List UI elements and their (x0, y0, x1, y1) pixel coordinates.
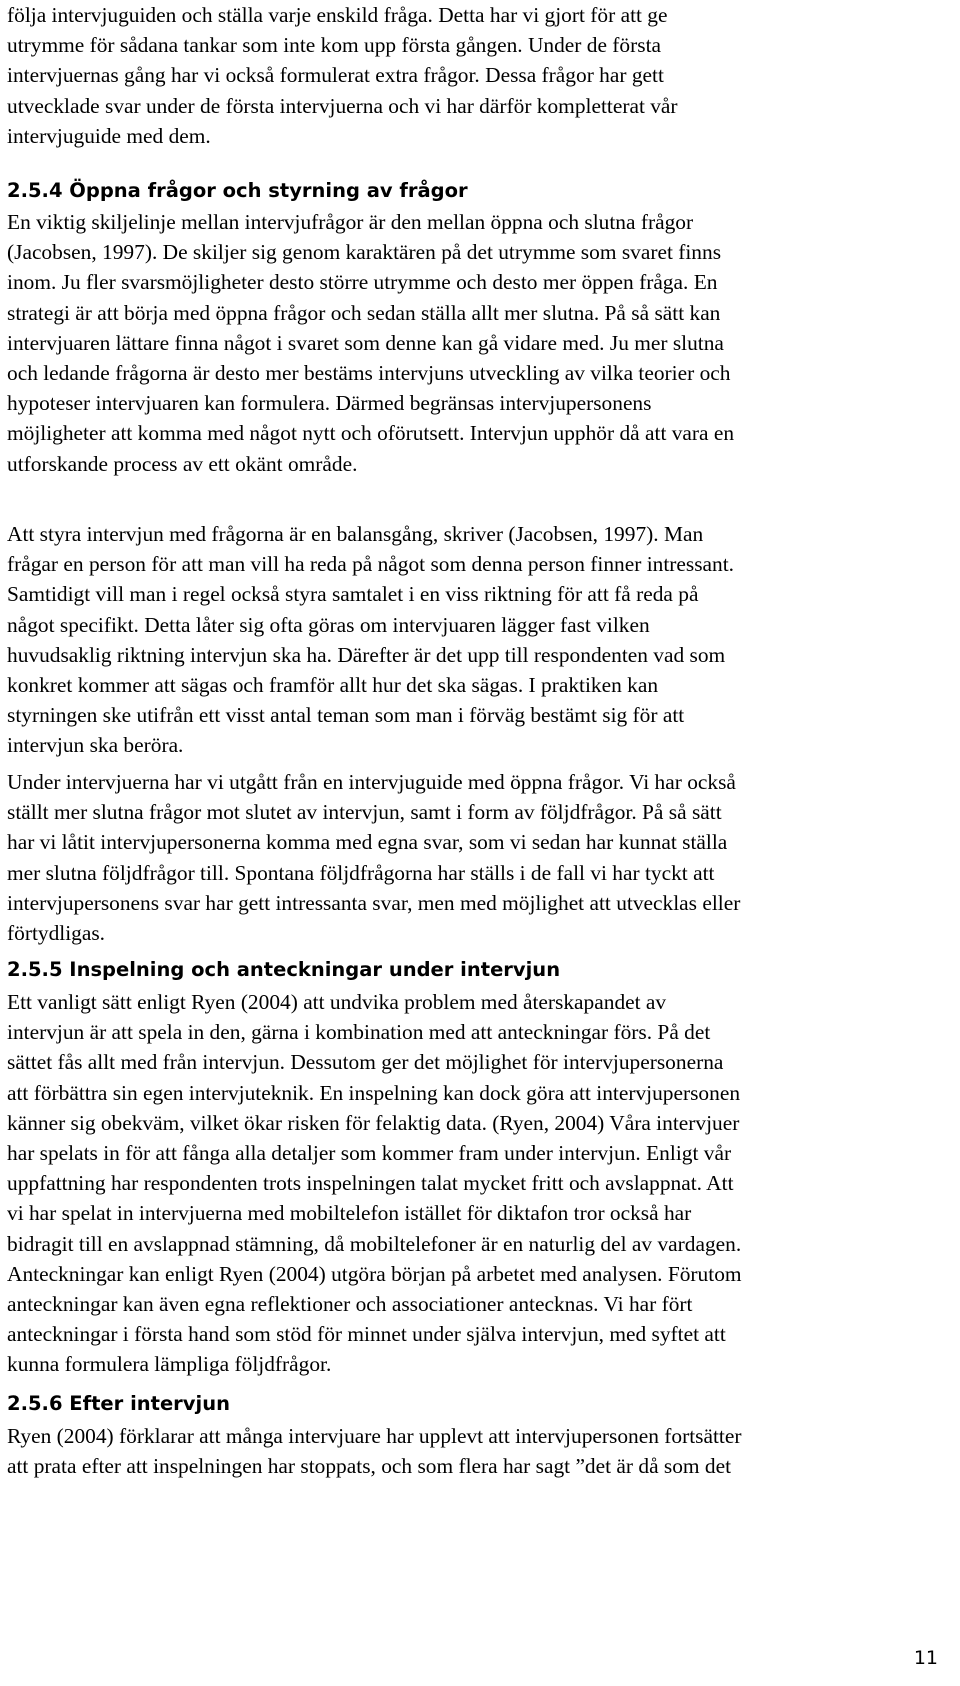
text-line: styrningen ske utifrån ett visst antal teman som man i förväg bestämt sig för att (7, 703, 685, 728)
text-line: Under intervjuerna har vi utgått från en intervjuguide med öppna frågor. Vi har också (7, 770, 736, 794)
text-line: har vi låtit intervjupersonerna komma med egna svar, som vi sedan har kunnat ställa (7, 830, 728, 855)
text-line: möjligheter att komma med något nytt och oförutsett. Intervjun upphör då att vara en (7, 421, 735, 446)
text-line: sättet fås allt med från intervjun. Dessutom ger det möjlighet för intervjupersonerna (7, 1050, 724, 1075)
paragraph (7, 767, 740, 948)
text-line: intervjuguide med dem. (7, 123, 211, 148)
text-line: Att styra intervjun med frågorna är en balansgång, skriver (Jacobsen, 1997). Man (7, 522, 704, 546)
text-line: intervjupersonens svar har gett intressanta svar, men med möjlighet att utvecklas eller (7, 890, 741, 915)
paragraph (7, 987, 742, 1379)
text-line: bidragit till en avslappnad stämning, då mobiltelefoner är en naturlig del av vardagen. (7, 1231, 742, 1256)
section-heading-2-5-5: 2.5.5 Inspelning och anteckningar under intervjun (7, 958, 561, 981)
text-line: känner sig obekväm, vilket ökar risken för felaktig data. (Ryen, 2004) Våra intervjuer (7, 1110, 740, 1135)
text-line: och ledande frågorna är desto mer bestäms intervjuns utveckling av vilka teorier och (7, 360, 731, 385)
text-line: att förbättra sin egen intervjuteknik. En inspelning kan dock göra att intervjupersonen (7, 1080, 741, 1105)
text-line: ställt mer slutna frågor mot slutet av intervjun, samt i form av följdfrågor. På så sätt (7, 800, 722, 825)
paragraph (7, 1421, 741, 1481)
text-line: Ett vanligt sätt enligt Ryen (2004) att undvika problem med återskapandet av (7, 990, 667, 1014)
page-number: 11 (913, 1647, 938, 1669)
text-line: intervjun ska beröra. (7, 733, 184, 758)
paragraph (7, 207, 734, 479)
text-line: intervjuernas gång har vi också formulerat extra frågor. Dessa frågor har gett (7, 63, 664, 88)
text-line: inom. Ju fler svarsmöjligheter desto större utrymme och desto mer öppen fråga. En (7, 270, 718, 295)
text-line: anteckningar i första hand som stöd för minnet under själva intervjun, med syftet att (7, 1322, 726, 1347)
intro-paragraph (7, 0, 678, 151)
text-line: att prata efter att inspelningen har stoppats, och som flera har sagt ”det är då som det (7, 1454, 732, 1479)
text-line: konkret kommer att sägas och framför allt hur det ska sägas. I praktiken kan (7, 672, 659, 697)
section-heading-2-5-4: 2.5.4 Öppna frågor och styrning av frågor (7, 179, 468, 202)
paragraph (7, 519, 734, 761)
text-line: anteckningar kan även egna reflektioner och associationer antecknas. Vi har fört (7, 1291, 693, 1316)
text-line: Ryen (2004) förklarar att många intervjuare har upplevt att intervjupersonen fortsätter (7, 1424, 742, 1448)
text-line: har spelats in för att fånga alla detaljer som kommer fram under intervjun. Enligt vår (7, 1140, 732, 1165)
text-line: (Jacobsen, 1997). De skiljer sig genom karaktären på det utrymme som svaret finns (7, 240, 722, 265)
text-line: förtydligas. (7, 920, 106, 945)
text-line: huvudsaklig riktning intervjun ska ha. Därefter är det upp till respondenten vad som (7, 642, 726, 667)
text-line: En viktig skiljelinje mellan intervjufrågor är den mellan öppna och slutna frågor (7, 210, 694, 234)
section-heading-2-5-6: 2.5.6 Efter intervjun (7, 1392, 230, 1415)
text-line: Samtidigt vill man i regel också styra samtalet i en viss riktning för att få reda på (7, 582, 699, 607)
text-line: utforskande process av ett okänt område. (7, 451, 358, 476)
text-line: strategi är att börja med öppna frågor och sedan ställa allt mer slutna. På så sätt kan (7, 300, 721, 325)
text-line: utrymme för sådana tankar som inte kom upp första gången. Under de första (7, 33, 662, 58)
text-line: uppfattning har respondenten trots inspelningen talat mycket fritt och avslappnat. Att (7, 1171, 734, 1196)
text-line: följa intervjuguiden och ställa varje enskild fråga. Detta har vi gjort för att ge (7, 3, 668, 27)
text-line: hypoteser intervjuaren kan formulera. Därmed begränsas intervjupersonens (7, 391, 652, 416)
text-line: intervjun är att spela in den, gärna i kombination med att anteckningar förs. På det (7, 1020, 711, 1045)
text-line: utvecklade svar under de första intervjuerna och vi har därför kompletterat vår (7, 93, 678, 118)
text-line: kunna formulera lämpliga följdfrågor. (7, 1352, 332, 1377)
text-line: vi har spelat in intervjuerna med mobiltelefon istället för diktafon tror också har (7, 1201, 692, 1226)
text-line: intervjuaren lättare finna något i svaret som denne kan gå vidare med. Ju mer slutna (7, 330, 724, 355)
text-line: mer slutna följdfrågor till. Spontana följdfrågorna har ställs i de fall vi har tyckt att (7, 860, 715, 885)
text-line: Anteckningar kan enligt Ryen (2004) utgöra början på arbetet med analysen. Förutom (7, 1261, 742, 1286)
text-line: något specifikt. Detta låter sig ofta göras om intervjuaren lägger fast vilken (7, 612, 650, 637)
text-line: frågar en person för att man vill ha reda på något som denna person finner intressant. (7, 552, 735, 577)
